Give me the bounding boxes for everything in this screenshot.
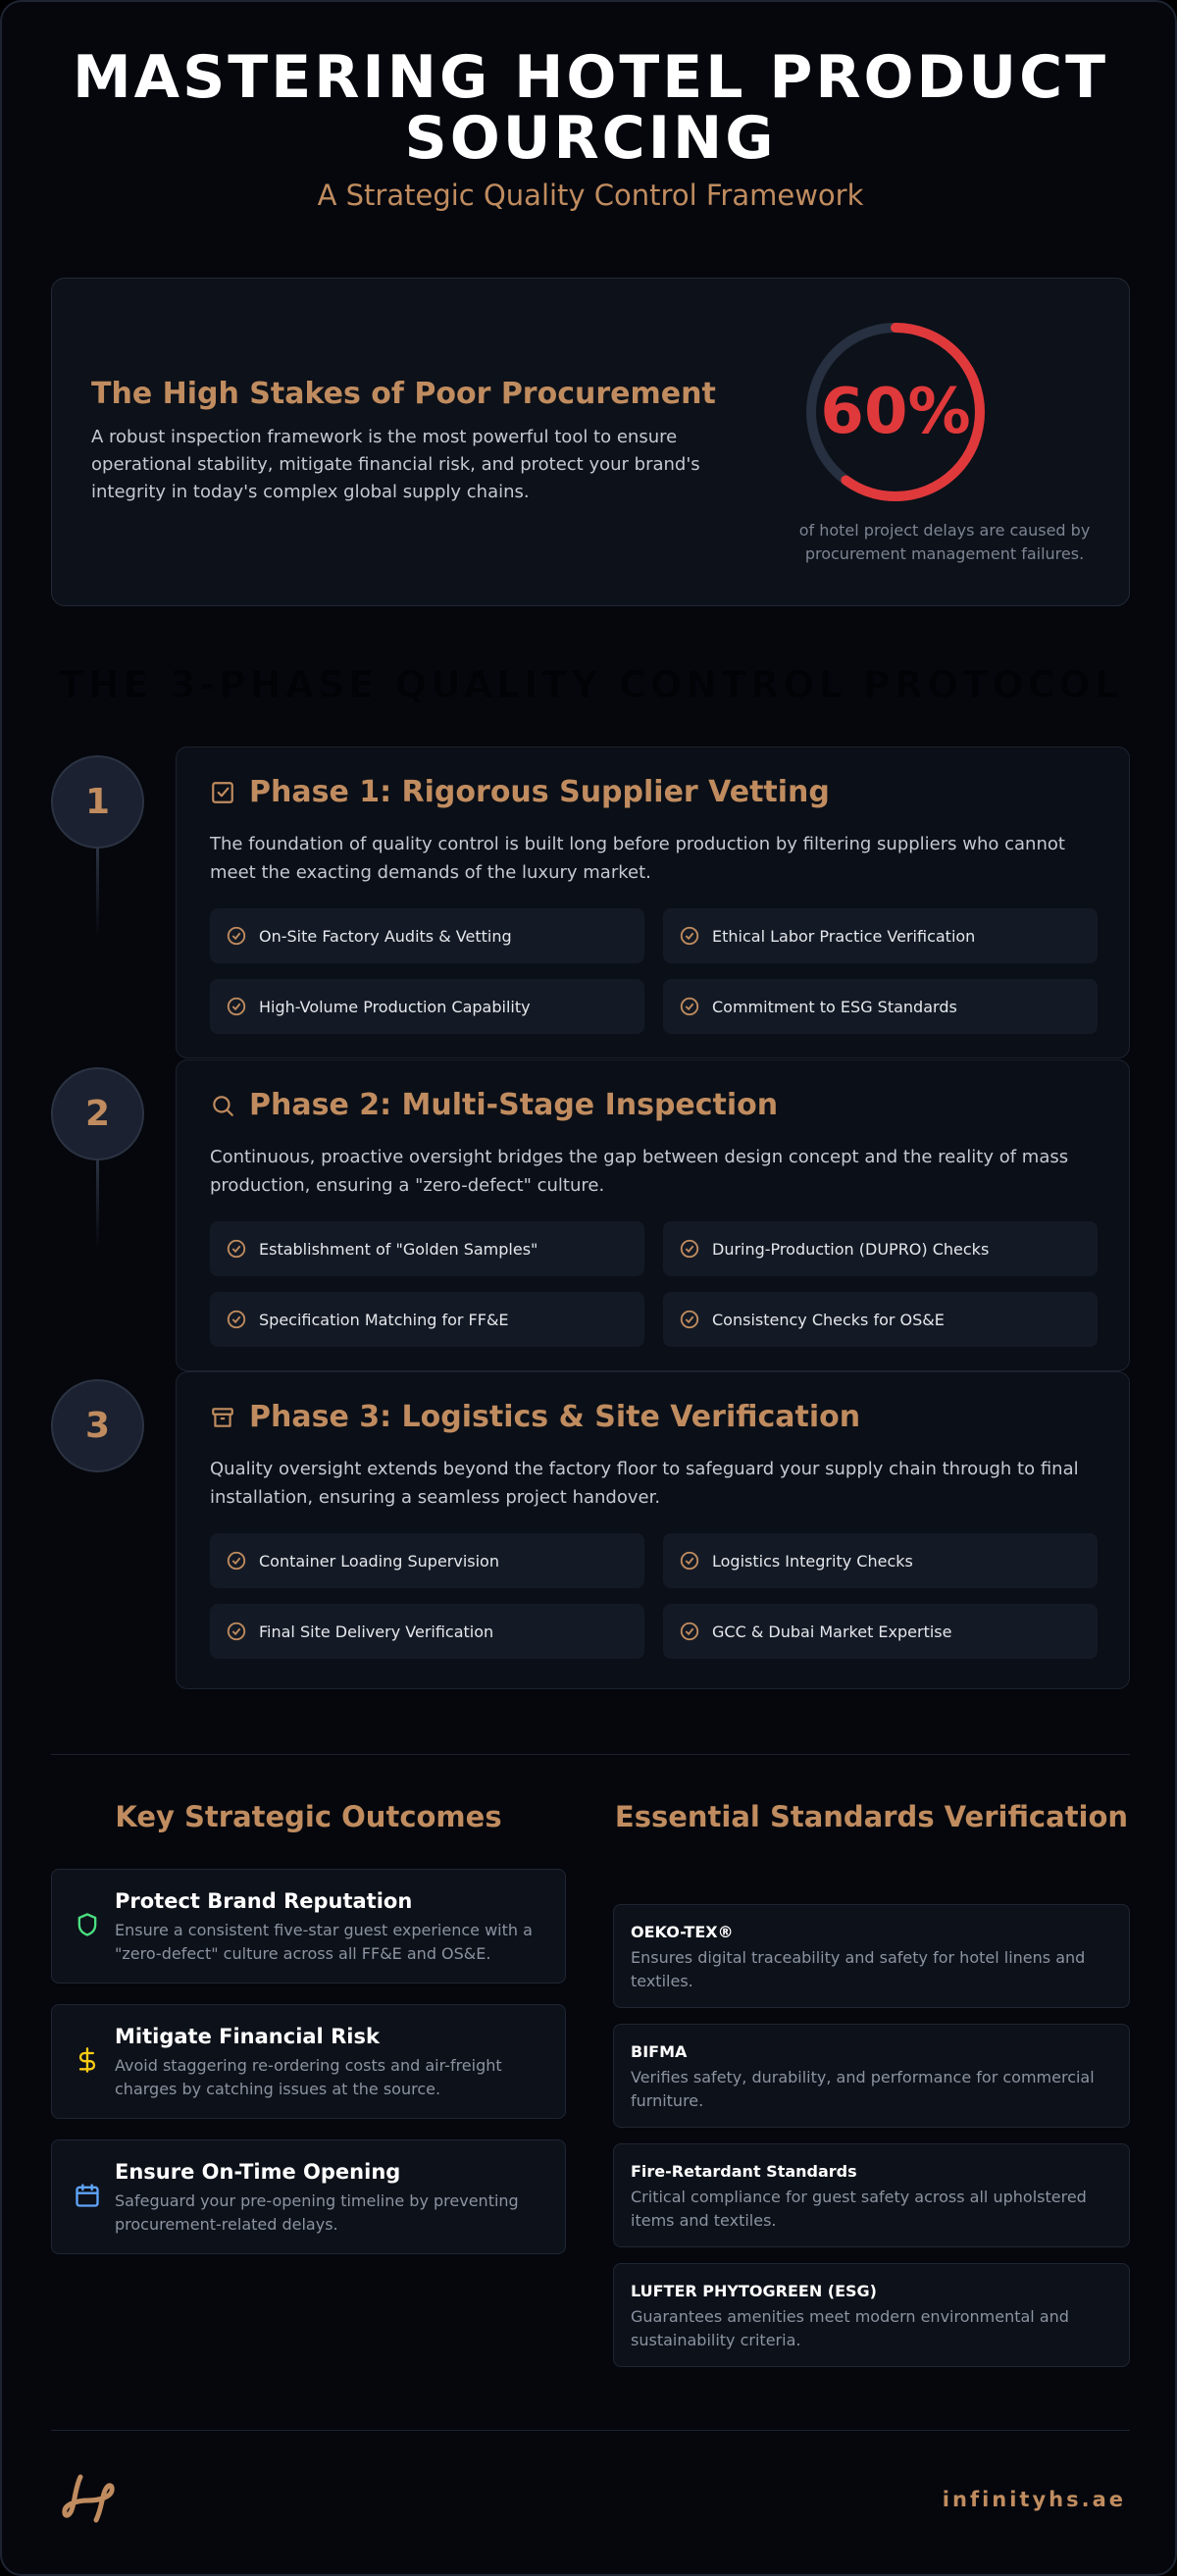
phase-card-1 (176, 747, 1130, 1058)
phase-item-label: During-Production (DUPRO) Checks (712, 1239, 990, 1259)
outcome-title: Mitigate Financial Risk (115, 2025, 380, 2048)
outcome-title: Ensure On-Time Opening (115, 2160, 401, 2184)
shield-icon (74, 1911, 101, 1938)
standard-card (613, 2024, 1130, 2128)
phase-item (210, 979, 644, 1034)
page-title: MASTERING HOTEL PRODUCT SOURCING (72, 43, 1109, 173)
phase-title: Phase 1: Rigorous Supplier Vetting (249, 775, 830, 809)
outcome-description: Safeguard your pre-opening timeline by preventing procurement-related delays. (115, 2191, 519, 2234)
check-circle-icon (226, 925, 247, 947)
phase-item-label: Final Site Delivery Verification (259, 1622, 494, 1641)
outcomes-heading: Key Strategic Outcomes (115, 1800, 502, 1833)
standard-title: OEKO-TEX® (631, 1923, 734, 1941)
phase-item-label: Establishment of "Golden Samples" (259, 1239, 538, 1259)
phase-item (663, 1604, 1098, 1659)
phase-connector (96, 849, 99, 937)
outcome-card (51, 2004, 566, 2119)
page-subtitle: A Strategic Quality Control Framework (317, 179, 864, 212)
phase-item-label: Specification Matching for FF&E (259, 1310, 509, 1329)
phase-connector (96, 1160, 99, 1249)
phase-item (663, 1292, 1098, 1347)
outcome-description: Avoid staggering re-ordering costs and air-freight charges by catching issues at the source. (115, 2056, 502, 2098)
standard-description: Critical compliance for guest safety across all upholstered items and textiles. (631, 2188, 1087, 2230)
check-circle-icon (226, 1238, 247, 1260)
phase-item (210, 1604, 644, 1659)
protocol-heading: THE 3-PHASE QUALITY CONTROL PROTOCOL (58, 663, 1123, 706)
infinity-hs-logo (61, 2473, 116, 2524)
check-circle-icon (679, 1238, 700, 1260)
checkbox-icon (210, 780, 235, 805)
standard-title: Fire-Retardant Standards (631, 2162, 857, 2181)
standard-title: BIFMA (631, 2042, 688, 2061)
phase-item (663, 979, 1098, 1034)
phase-card-2 (176, 1059, 1130, 1371)
phase-item-label: Ethical Labor Practice Verification (712, 926, 976, 946)
phase-item-label: GCC & Dubai Market Expertise (712, 1622, 952, 1641)
phase-item (210, 1221, 644, 1276)
standard-card (613, 1904, 1130, 2008)
phase-title: Phase 2: Multi-Stage Inspection (249, 1088, 779, 1122)
check-circle-icon (679, 996, 700, 1017)
phase-item (663, 908, 1098, 963)
outcome-description: Ensure a consistent five-star guest experience with a "zero-defect" culture across all FF&E and OS&E. (115, 1921, 533, 1963)
calendar-icon (74, 2182, 101, 2209)
phase-item-label: Container Loading Supervision (259, 1551, 499, 1571)
standard-title: LUFTER PHYTOGREEN (ESG) (631, 2282, 877, 2300)
stat-value: 60% (820, 376, 971, 448)
phase-item (210, 1292, 644, 1347)
check-circle-icon (679, 1621, 700, 1642)
phase-card-3 (176, 1371, 1130, 1689)
search-icon (210, 1093, 235, 1118)
phase-number-1: 1 (51, 755, 144, 849)
check-circle-icon (226, 1309, 247, 1330)
phase-item (663, 1533, 1098, 1588)
outcome-card (51, 1869, 566, 1984)
outcome-card (51, 2139, 566, 2254)
stakes-heading: The High Stakes of Poor Procurement (91, 377, 716, 411)
standard-description: Ensures digital traceability and safety for hotel linens and textiles. (631, 1948, 1086, 1990)
check-circle-icon (679, 1550, 700, 1571)
phase-number-3: 3 (51, 1379, 144, 1472)
standard-card (613, 2263, 1130, 2367)
phase-item-label: Logistics Integrity Checks (712, 1551, 913, 1571)
phase-number-2: 2 (51, 1067, 144, 1160)
dollar-icon (74, 2046, 101, 2074)
phase-item (210, 1533, 644, 1588)
phase-item-label: High-Volume Production Capability (259, 997, 531, 1016)
phase-item-label: Commitment to ESG Standards (712, 997, 957, 1016)
check-circle-icon (679, 1309, 700, 1330)
phase-item (210, 908, 644, 963)
phase-description: Quality oversight extends beyond the factory floor to safeguard your supply chain through to final installation, ensuring a seamless project handover. (210, 1459, 1079, 1508)
stakes-body: A robust inspection framework is the most powerful tool to ensure operational stability, mitigate financial risk, and protect your brand's integrity in today's complex global supply chains. (91, 427, 700, 502)
phase-item (663, 1221, 1098, 1276)
standard-description: Verifies safety, durability, and performance for commercial furniture. (631, 2068, 1095, 2110)
standard-description: Guarantees amenities meet modern environmental and sustainability criteria. (631, 2307, 1069, 2349)
check-circle-icon (679, 925, 700, 947)
phase-item-label: On-Site Factory Audits & Vetting (259, 926, 512, 946)
check-circle-icon (226, 1621, 247, 1642)
phase-title: Phase 3: Logistics & Site Verification (249, 1400, 861, 1434)
section-divider (51, 1754, 1130, 1755)
footer-divider (51, 2430, 1130, 2431)
archive-icon (210, 1405, 235, 1430)
standard-card (613, 2143, 1130, 2247)
stakes-panel (51, 278, 1130, 606)
standards-heading: Essential Standards Verification (614, 1800, 1129, 1833)
phase-item-label: Consistency Checks for OS&E (712, 1310, 945, 1329)
website-link[interactable]: infinityhs.ae (942, 2488, 1126, 2511)
check-circle-icon (226, 996, 247, 1017)
stat-caption: of hotel project delays are caused by procurement management failures. (798, 521, 1091, 563)
check-circle-icon (226, 1550, 247, 1571)
phase-description: Continuous, proactive oversight bridges the gap between design concept and the reality of mass production, ensuring a "zero-defect" culture. (210, 1147, 1069, 1196)
outcome-title: Protect Brand Reputation (115, 1889, 413, 1913)
phase-description: The foundation of quality control is built long before production by filtering suppliers who cannot meet the exacting demands of the luxury market. (210, 834, 1065, 883)
